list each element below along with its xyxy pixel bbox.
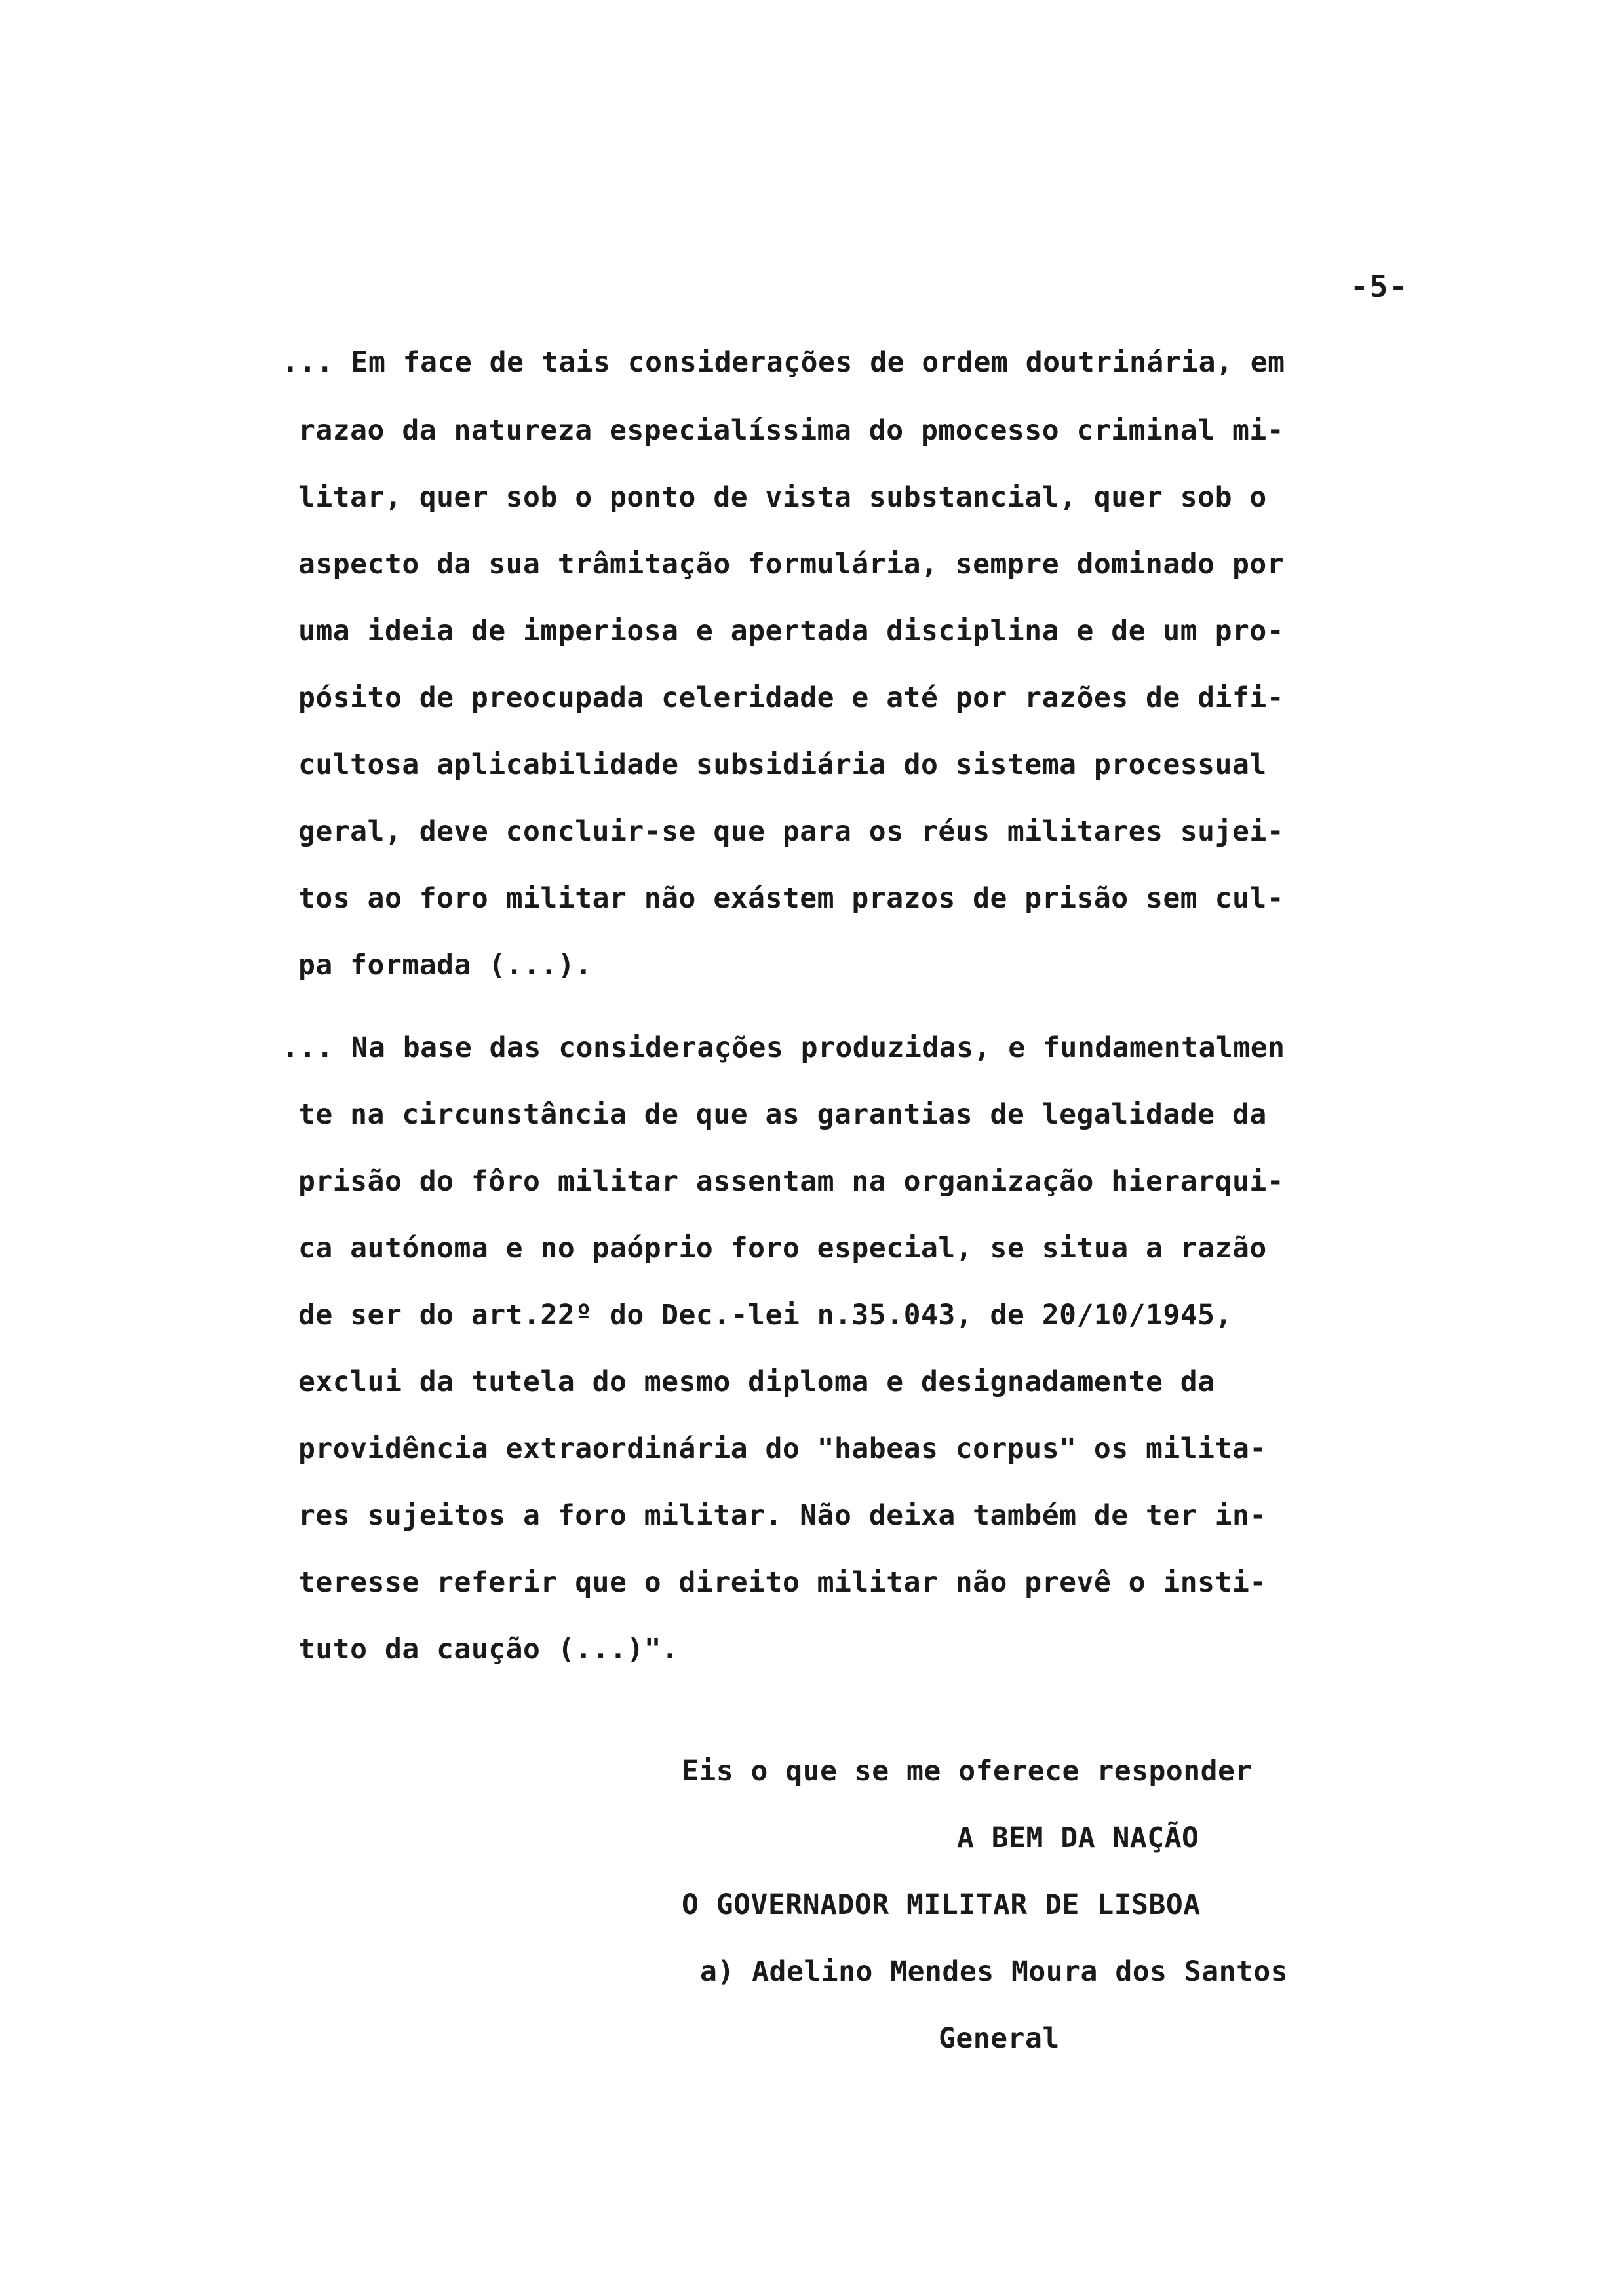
- paragraph-line: providência extraordinária do "habeas corpus" os militа-: [298, 1432, 1267, 1465]
- paragraph-line: litar, quer sob o ponto de vista substancial, quer sob o: [298, 481, 1267, 514]
- closing-salutation: A BEM DA NAÇÃO: [957, 1822, 1199, 1854]
- paragraph-line: exclui da tutela do mesmo diploma e designadamente da: [298, 1366, 1215, 1398]
- closing-rank: General: [939, 2022, 1060, 2055]
- paragraph-line: de ser do art.22º do Dec.-lei n.35.043, de 20/10/1945,: [298, 1299, 1232, 1331]
- page-number: -5-: [1350, 269, 1409, 304]
- paragraph-line: ... Em face de tais considerações de ordem doutrinária, em: [282, 346, 1285, 379]
- closing-offer: Eis o que se me oferece responder: [682, 1755, 1253, 1788]
- paragraph-line: tuto da caução (...)".: [298, 1633, 679, 1666]
- paragraph-line: prisão do fôro militar assentam na organização hierarqui-: [298, 1165, 1285, 1198]
- paragraph-line: ... Na base das considerações produzidas, e fundamentalmen: [282, 1031, 1285, 1064]
- paragraph-line: cultosa aplicabilidade subsidiária do sistema processual: [298, 748, 1267, 781]
- paragraph-line: geral, deve concluir-se que para os réus militares sujei-: [298, 815, 1285, 848]
- closing-office: O GOVERNADOR MILITAR DE LISBOA: [682, 1888, 1201, 1921]
- paragraph-line: res sujeitos a foro militar. Não deixa também de ter in-: [298, 1499, 1267, 1532]
- paragraph-line: uma ideia de imperiosa e apertada disciplina e de um pro-: [298, 615, 1285, 647]
- paragraph-line: te na circunstância de que as garantias de legalidade da: [298, 1098, 1267, 1131]
- paragraph-line: pa formada (...).: [298, 949, 593, 982]
- paragraph-line: ca autónoma e no paóprio foro especial, se situa a razão: [298, 1232, 1267, 1265]
- paragraph-line: tos ao foro militar não exástem prazos de prisão sem cul-: [298, 882, 1285, 915]
- closing-signatory: a) Adelino Mendes Moura dos Santos: [700, 1955, 1289, 1988]
- paragraph-line: teresse referir que o direito militar não prevê o insti-: [298, 1566, 1267, 1599]
- paragraph-line: razao da natureza especialíssima do pmocesso criminal mi-: [298, 414, 1285, 447]
- paragraph-line: aspecto da sua trâmitação formulária, sempre dominado por: [298, 548, 1285, 581]
- paragraph-line: pósito de preocupada celeridade e até por razões de difi-: [298, 681, 1285, 714]
